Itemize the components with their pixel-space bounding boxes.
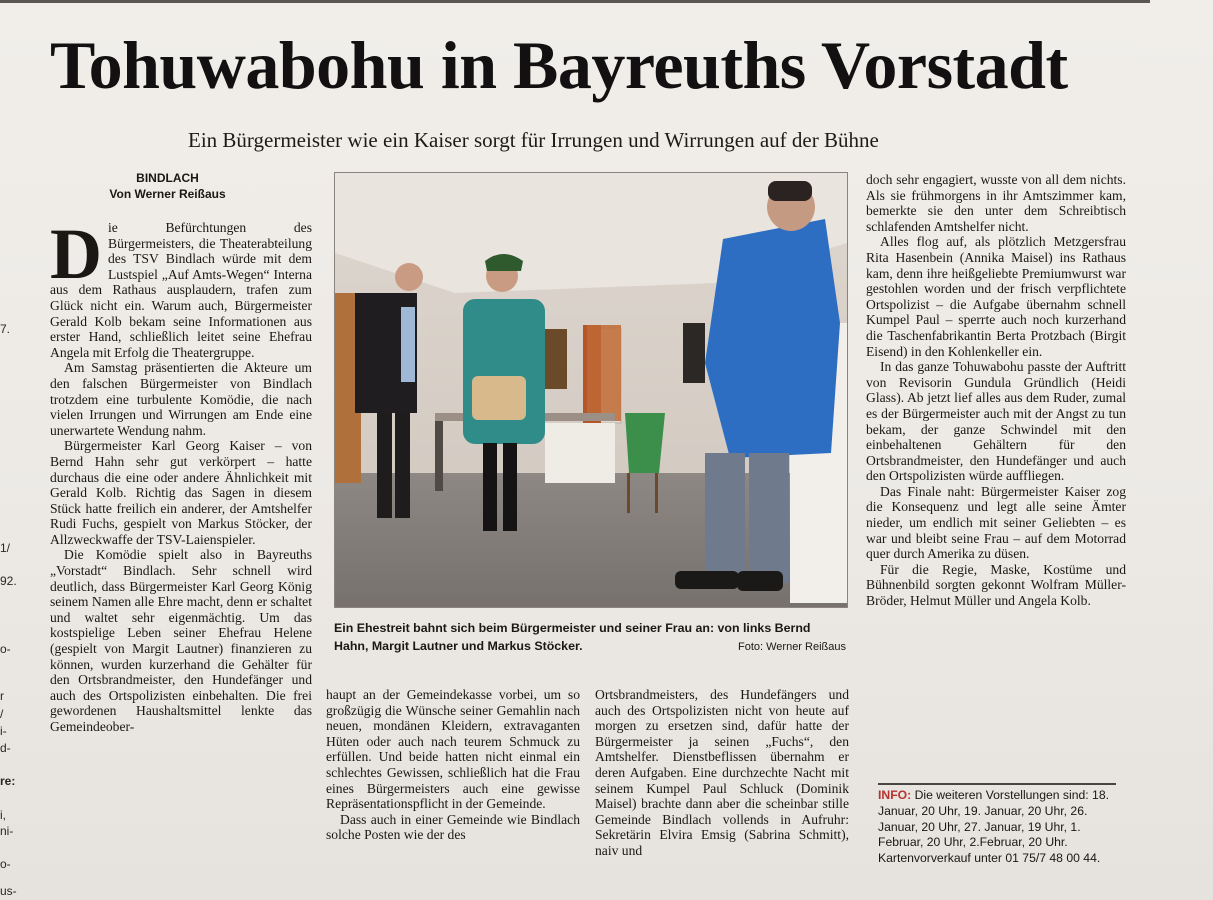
- paragraph: Die Komödie spielt also in Bayreuths „Vorstadt“ Bindlach. Sehr schnell wird deutlich, dass Bürgermeister Karl Georg König seinem Namen alle Ehre macht, denn er schaltet und waltet sehr eigenmächtig. Um das kostspielige Leben seiner Ehefrau Helene (gespielt von Margit Lautner) finanzieren zu können, wurden kurzerhand die Gehälter für den Ortsbrandmeister, den Hundefänger und auch des Ortspolizisten einbehalten. Die frei gewordenen Haushaltsmittel lenkte das Gemeindeober-: [50, 547, 312, 734]
- photo-credit: Foto: Werner Reißaus: [737, 641, 846, 653]
- margin-fragment: d-: [0, 741, 11, 755]
- paragraph: Für die Regie, Maske, Kostüme und Bühnenbild sorgten gekonnt Wolfram Müller-Bröder, Helmut Müller und Angela Kolb.: [866, 561, 1126, 609]
- margin-fragment: ni-: [0, 824, 14, 838]
- margin-fragment: re:: [0, 774, 16, 788]
- margin-fragment: r: [0, 689, 4, 703]
- paragraph: Ortsbrandmeisters, des Hundefängers und auch des Ortspolizisten nicht von heute auf morgen zu ersetzen sind, dafür hatte der Bürgermeister ja seinen „Fuchs“, den Amtshelfer. Dienstbeflissen übernahm er deren Aufgaben. Eine durchzechte Nacht mit seinem Kumpel Paul Schluck (Dominik Maisel) brachte dann aber die scheinbar stille Gemeinde Bindlach vollends in Aufruhr: Sekretärin Elvira Emsig (Sabrina Schmitt), naiv und: [595, 687, 849, 858]
- margin-fragment: i-: [0, 724, 7, 738]
- margin-fragment: 7.: [0, 322, 11, 336]
- stage-scene-image: [335, 173, 847, 607]
- info-text: Die weiteren Vorstellungen sind: 18. Januar, 20 Uhr, 19. Januar, 20 Uhr, 26. Januar, 20 Uhr, 27. Januar, 19 Uhr, 1. Februar, 20 Uhr, 2.Februar, 20 Uhr. Kartenvorverkauf unter 01 75/7 48 00 44.: [878, 788, 1110, 866]
- paragraph: Bürgermeister Karl Georg Kaiser – von Bernd Hahn sehr gut verkörpert – hatte durchaus die eine oder andere Ähnlichkeit mit Gerald Kolb. Richtig das Sagen in diesem Stück hatte freilich ein anderer, der Amtshelfer Rudi Fuchs, gespielt von Markus Stöcker, der Allzweckwaffe der TSV-Laienspieler.: [50, 438, 312, 547]
- headline: Tohuwabohu in Bayreuths Vorstadt: [50, 27, 1068, 103]
- margin-fragment: i,: [0, 808, 6, 822]
- article-column-3: [595, 687, 849, 859]
- margin-fragment: 92.: [0, 574, 17, 588]
- paragraph: Alles flog auf, als plötzlich Metzgersfrau Rita Hasenbein (Annika Maisel) ins Rathaus kam, denn ihre heißgeliebte Premiumwurst war gestohlen worden und der frisch verpflichtete Ortspolizist – die Aufgabe übernahm schnell Kumpel Paul – sperrte auch noch kurzerhand die Taschenfabrikantin Berta Protzbach (Birgit Eisend) in den Kohlenkeller ein.: [866, 234, 1126, 359]
- paragraph: ie Befürchtungen des Bürgermeisters, die Theaterabteilung des TSV Bindlach würde mit dem Lustspiel „Auf Amts-Wegen“ Interna aus dem Rathaus ausplaudern, trafen zum Glück nicht ein. Warum auch, Bürgermeister Gerald Kolb bekam seine Informationen aus erster Hand, schließlich leitet seine Ehefrau Angela mit Erfolg die Theatergruppe.: [50, 220, 312, 360]
- margin-fragment: us-: [0, 884, 17, 898]
- paragraph: haupt an der Gemeindekasse vorbei, um so großzügig die Wünsche seiner Gemahlin nach neuen, mondänen Kleidern, extravaganten Hüten oder auch nach teurem Schmuck zu erfüllen. Und beide hatten nicht einmal ein schlechtes Gewissen, schließlich hat die Frau eines Bürgermeisters auch eine gewisse Repräsentationspflicht in der Gemeinde.: [326, 687, 580, 812]
- paragraph: Am Samstag präsentierten die Akteure um den falschen Bürgermeister von Bindlach trotzdem eine turbulente Komödie, die nach vielen Irrungen und Wirrungen am Ende eine unerwartete Wendung nahm.: [50, 360, 312, 438]
- caption-text: Ein Ehestreit bahnt sich beim Bürgermeister und seiner Frau an: von links Bernd Hahn, Margit Lautner und Markus Stöcker.: [334, 621, 811, 653]
- location: BINDLACH: [136, 171, 199, 185]
- paragraph: In das ganze Tohuwabohu passte der Auftritt von Revisorin Gundula Gründlich (Heidi Glass). Ab jetzt lief alles aus dem Ruder, zumal es der Bürgermeister auch mit der Angst zu tun bekam, der ganze Schwindel mit den einbehaltenen Gehältern für den Ortsbrandmeister, den Hundefänger und auch den Ortspolizisten würde auffliegen.: [866, 359, 1126, 484]
- subheadline: Ein Bürgermeister wie ein Kaiser sorgt für Irrungen und Wirrungen auf der Bühne: [188, 128, 879, 152]
- info-box: [878, 783, 1116, 867]
- info-label: INFO:: [878, 788, 912, 802]
- article-photo: [334, 172, 848, 608]
- margin-fragment: o-: [0, 857, 11, 871]
- photo-caption: [334, 619, 846, 656]
- byline: Von Werner Reißaus: [109, 187, 226, 201]
- paragraph: doch sehr engagiert, wusste von all dem nichts. Als sie frühmorgens in ihr Amtszimmer kam, bemerkte sie den unter dem Schreibtisch schlafenden Amtshelfer nicht.: [866, 172, 1126, 234]
- article-column-4: [866, 172, 1126, 609]
- margin-fragment: o-: [0, 642, 11, 656]
- article-column-2: [326, 687, 580, 843]
- top-rule: [0, 0, 1150, 3]
- paragraph: Das Finale naht: Bürgermeister Kaiser zog die Konsequenz und legt alle seine Ämter nieder, um endlich mit seiner Geliebten – es war und bleibt seine Frau – auf dem Motorrad quer durch Amerika zu düsen.: [866, 483, 1126, 562]
- dateline: [70, 170, 265, 202]
- paragraph: Dass auch in einer Gemeinde wie Bindlach solche Posten wie der des: [326, 811, 580, 843]
- margin-fragment: /: [0, 707, 4, 721]
- margin-fragment: 1/: [0, 541, 11, 555]
- drop-cap: D: [50, 214, 102, 294]
- article-column-1: [50, 214, 312, 735]
